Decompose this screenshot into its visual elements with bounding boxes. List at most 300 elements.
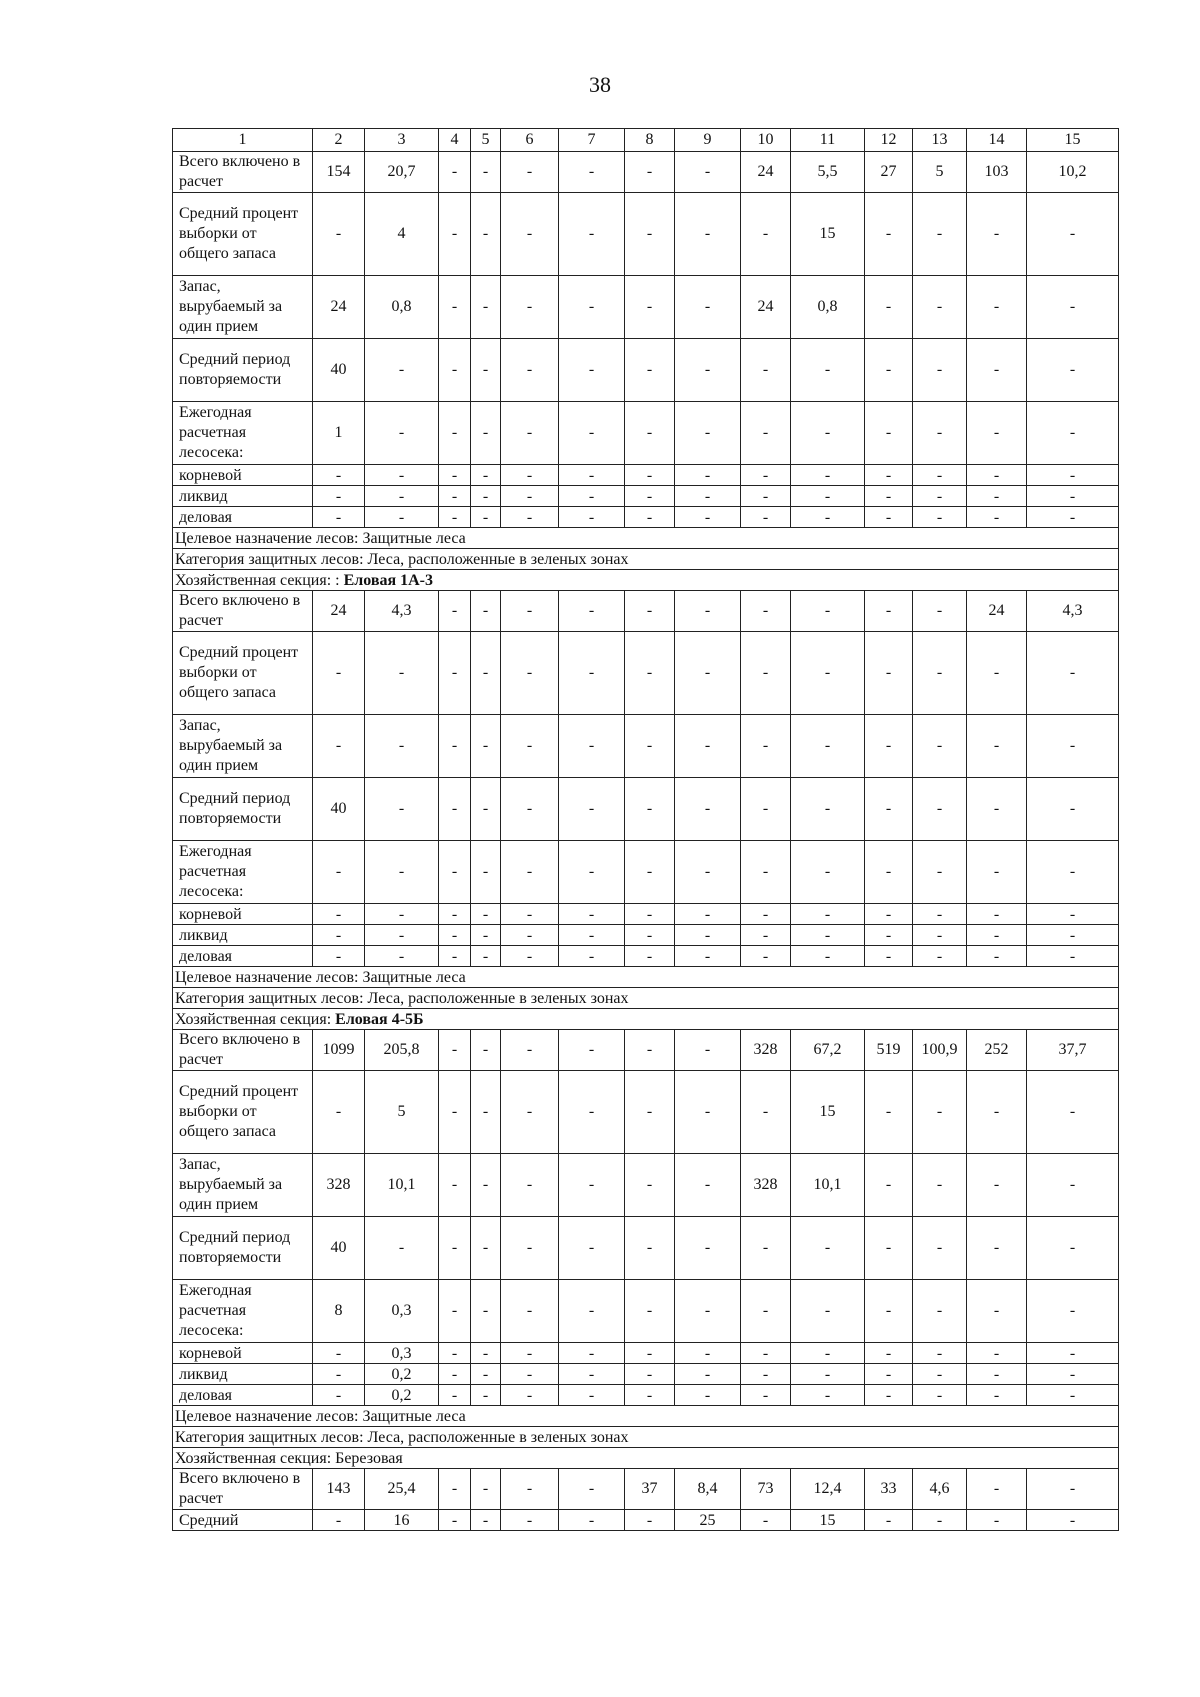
value-cell: - <box>741 841 791 904</box>
value-cell: - <box>741 507 791 528</box>
header-cell: 2 <box>313 129 365 152</box>
value-cell: - <box>1027 946 1119 967</box>
value-cell: - <box>559 925 625 946</box>
value-cell: - <box>439 1469 471 1510</box>
section-text: Категория защитных лесов: Леса, расположенные в зеленых зонах <box>175 550 629 568</box>
value-cell: 37,7 <box>1027 1030 1119 1071</box>
value-cell: - <box>439 1385 471 1406</box>
section-cell <box>173 1427 1119 1448</box>
table-row <box>173 1364 1119 1385</box>
value-cell: - <box>967 507 1027 528</box>
value-cell: - <box>967 486 1027 507</box>
value-cell: - <box>313 1364 365 1385</box>
value-cell: - <box>501 715 559 778</box>
table-row <box>173 339 1119 402</box>
value-cell: - <box>913 1343 967 1364</box>
row-label: Всего включено в расчет <box>173 591 313 632</box>
value-cell: - <box>439 1154 471 1217</box>
value-cell: - <box>501 1343 559 1364</box>
table-row <box>173 904 1119 925</box>
value-cell: - <box>559 1510 625 1531</box>
section-cell <box>173 570 1119 591</box>
value-cell: - <box>365 904 439 925</box>
value-cell: - <box>365 715 439 778</box>
value-cell: 4,6 <box>913 1469 967 1510</box>
value-cell: - <box>365 1217 439 1280</box>
value-cell: 15 <box>791 1071 865 1154</box>
value-cell: - <box>439 778 471 841</box>
value-cell: - <box>313 1385 365 1406</box>
section-text: Хозяйственная секция: <box>175 1010 336 1028</box>
row-label: Всего включено в расчет <box>173 152 313 193</box>
value-cell: - <box>967 715 1027 778</box>
value-cell: 4,3 <box>1027 591 1119 632</box>
value-cell: - <box>625 1154 675 1217</box>
value-cell: - <box>675 486 741 507</box>
row-label: Средний период повторяемости <box>173 778 313 841</box>
value-cell: - <box>865 507 913 528</box>
value-cell: - <box>913 632 967 715</box>
value-cell: 328 <box>313 1154 365 1217</box>
value-cell: 154 <box>313 152 365 193</box>
value-cell: - <box>625 925 675 946</box>
value-cell: - <box>559 152 625 193</box>
value-cell: - <box>741 486 791 507</box>
value-cell: - <box>365 402 439 465</box>
value-cell: - <box>1027 1343 1119 1364</box>
table-row <box>173 276 1119 339</box>
value-cell: - <box>471 946 501 967</box>
table-row <box>173 591 1119 632</box>
value-cell: - <box>675 1364 741 1385</box>
value-cell: 15 <box>791 1510 865 1531</box>
value-cell: - <box>675 465 741 486</box>
value-cell: 5,5 <box>791 152 865 193</box>
row-label: Средний период повторяемости <box>173 339 313 402</box>
header-cell: 6 <box>501 129 559 152</box>
value-cell: - <box>1027 841 1119 904</box>
section-text: Категория защитных лесов: Леса, расположенные в зеленых зонах <box>175 1428 629 1446</box>
value-cell: - <box>501 1154 559 1217</box>
value-cell: - <box>625 715 675 778</box>
value-cell: - <box>913 841 967 904</box>
value-cell: - <box>741 1510 791 1531</box>
value-cell: - <box>559 1343 625 1364</box>
value-cell: - <box>791 591 865 632</box>
forest-calculation-table <box>172 128 1119 1531</box>
value-cell: - <box>439 715 471 778</box>
value-cell: - <box>439 402 471 465</box>
value-cell: - <box>913 193 967 276</box>
value-cell: - <box>1027 193 1119 276</box>
table-row <box>173 632 1119 715</box>
value-cell: - <box>501 402 559 465</box>
value-cell: - <box>865 465 913 486</box>
table-row <box>173 193 1119 276</box>
row-label: Средний период повторяемости <box>173 1217 313 1280</box>
value-cell: - <box>365 841 439 904</box>
value-cell: - <box>865 339 913 402</box>
value-cell: - <box>559 904 625 925</box>
section-cell <box>173 967 1119 988</box>
header-row <box>173 129 1119 152</box>
value-cell: - <box>559 1154 625 1217</box>
value-cell: - <box>439 339 471 402</box>
value-cell: - <box>967 1280 1027 1343</box>
value-cell: - <box>559 465 625 486</box>
value-cell: - <box>501 1030 559 1071</box>
value-cell: - <box>439 1030 471 1071</box>
value-cell: - <box>865 778 913 841</box>
value-cell: - <box>791 465 865 486</box>
value-cell: - <box>967 904 1027 925</box>
value-cell: - <box>675 1154 741 1217</box>
value-cell: - <box>967 402 1027 465</box>
header-cell: 14 <box>967 129 1027 152</box>
value-cell: 24 <box>741 152 791 193</box>
row-label: ликвид <box>173 486 313 507</box>
value-cell: - <box>967 276 1027 339</box>
value-cell: - <box>501 1071 559 1154</box>
value-cell: - <box>625 152 675 193</box>
row-label: Запас, вырубаемый за один прием <box>173 715 313 778</box>
value-cell: - <box>501 632 559 715</box>
value-cell: - <box>741 1071 791 1154</box>
row-label: корневой <box>173 465 313 486</box>
section-row <box>173 1406 1119 1427</box>
value-cell: - <box>471 841 501 904</box>
value-cell: - <box>559 1071 625 1154</box>
value-cell: 24 <box>967 591 1027 632</box>
value-cell: 0,3 <box>365 1280 439 1343</box>
row-label: Ежегодная расчетная лесосека: <box>173 402 313 465</box>
value-cell: - <box>625 1280 675 1343</box>
value-cell: - <box>741 1280 791 1343</box>
value-cell: - <box>675 946 741 967</box>
value-cell: - <box>741 339 791 402</box>
row-label: Ежегодная расчетная лесосека: <box>173 841 313 904</box>
value-cell: - <box>439 591 471 632</box>
row-label: деловая <box>173 1385 313 1406</box>
value-cell: - <box>365 925 439 946</box>
value-cell: - <box>501 1385 559 1406</box>
value-cell: - <box>471 632 501 715</box>
value-cell: - <box>313 1510 365 1531</box>
value-cell: 252 <box>967 1030 1027 1071</box>
value-cell: - <box>313 1343 365 1364</box>
value-cell: - <box>675 925 741 946</box>
value-cell: - <box>559 946 625 967</box>
table-row <box>173 1217 1119 1280</box>
value-cell: - <box>675 339 741 402</box>
value-cell: - <box>625 339 675 402</box>
value-cell: 10,1 <box>791 1154 865 1217</box>
value-cell: - <box>675 841 741 904</box>
value-cell: - <box>865 193 913 276</box>
value-cell: - <box>1027 1385 1119 1406</box>
value-cell: - <box>471 591 501 632</box>
header-cell: 4 <box>439 129 471 152</box>
value-cell: 4,3 <box>365 591 439 632</box>
value-cell: - <box>1027 1469 1119 1510</box>
section-cell <box>173 988 1119 1009</box>
row-label: Всего включено в расчет <box>173 1030 313 1071</box>
value-cell: - <box>1027 925 1119 946</box>
value-cell: - <box>625 1510 675 1531</box>
value-cell: - <box>625 632 675 715</box>
section-row <box>173 528 1119 549</box>
value-cell: - <box>913 1280 967 1343</box>
value-cell: - <box>625 778 675 841</box>
value-cell: - <box>559 486 625 507</box>
section-cell <box>173 1009 1119 1030</box>
value-cell: - <box>741 465 791 486</box>
value-cell: - <box>791 339 865 402</box>
value-cell: 1 <box>313 402 365 465</box>
row-label: корневой <box>173 904 313 925</box>
value-cell: - <box>559 778 625 841</box>
value-cell: - <box>313 465 365 486</box>
value-cell: 67,2 <box>791 1030 865 1071</box>
value-cell: - <box>471 152 501 193</box>
value-cell: - <box>967 1343 1027 1364</box>
value-cell: - <box>741 778 791 841</box>
value-cell: - <box>791 946 865 967</box>
value-cell: - <box>791 1217 865 1280</box>
table-row <box>173 1510 1119 1531</box>
value-cell: - <box>313 841 365 904</box>
value-cell: 37 <box>625 1469 675 1510</box>
value-cell: - <box>559 1280 625 1343</box>
value-cell: - <box>791 778 865 841</box>
value-cell: - <box>675 193 741 276</box>
table-row <box>173 778 1119 841</box>
value-cell: - <box>625 1364 675 1385</box>
value-cell: 12,4 <box>791 1469 865 1510</box>
value-cell: - <box>675 1030 741 1071</box>
table-row <box>173 152 1119 193</box>
table-row <box>173 486 1119 507</box>
value-cell: - <box>967 193 1027 276</box>
value-cell: - <box>865 904 913 925</box>
value-cell: - <box>675 276 741 339</box>
value-cell: - <box>471 1343 501 1364</box>
value-cell: - <box>439 193 471 276</box>
value-cell: - <box>967 1154 1027 1217</box>
value-cell: - <box>1027 486 1119 507</box>
value-cell: - <box>913 402 967 465</box>
header-cell: 15 <box>1027 129 1119 152</box>
value-cell: - <box>501 591 559 632</box>
value-cell: 205,8 <box>365 1030 439 1071</box>
value-cell: - <box>559 841 625 904</box>
value-cell: - <box>625 193 675 276</box>
value-cell: - <box>675 1385 741 1406</box>
value-cell: - <box>1027 507 1119 528</box>
value-cell: - <box>625 486 675 507</box>
header-cell: 8 <box>625 129 675 152</box>
value-cell: - <box>967 1510 1027 1531</box>
value-cell: - <box>313 193 365 276</box>
value-cell: - <box>501 486 559 507</box>
value-cell: - <box>439 1343 471 1364</box>
value-cell: - <box>501 904 559 925</box>
value-cell: - <box>791 402 865 465</box>
row-label: ликвид <box>173 925 313 946</box>
value-cell: 27 <box>865 152 913 193</box>
value-cell: 24 <box>741 276 791 339</box>
value-cell: - <box>865 402 913 465</box>
value-cell: 0,2 <box>365 1385 439 1406</box>
value-cell: - <box>501 339 559 402</box>
value-cell: - <box>625 841 675 904</box>
value-cell: - <box>501 946 559 967</box>
table-row <box>173 925 1119 946</box>
section-text: Целевое назначение лесов: Защитные леса <box>175 1407 466 1425</box>
value-cell: - <box>865 1364 913 1385</box>
value-cell: - <box>559 1030 625 1071</box>
value-cell: - <box>967 339 1027 402</box>
value-cell: - <box>625 465 675 486</box>
value-cell: - <box>501 1469 559 1510</box>
header-cell: 9 <box>675 129 741 152</box>
value-cell: - <box>967 1217 1027 1280</box>
table-row <box>173 715 1119 778</box>
section-text: Целевое назначение лесов: Защитные леса <box>175 968 466 986</box>
value-cell: 100,9 <box>913 1030 967 1071</box>
value-cell: 0,3 <box>365 1343 439 1364</box>
value-cell: - <box>559 1364 625 1385</box>
value-cell: - <box>675 1217 741 1280</box>
value-cell: 8 <box>313 1280 365 1343</box>
value-cell: - <box>675 591 741 632</box>
value-cell: - <box>967 946 1027 967</box>
value-cell: - <box>559 591 625 632</box>
value-cell: - <box>791 486 865 507</box>
value-cell: - <box>791 904 865 925</box>
section-row <box>173 1448 1119 1469</box>
value-cell: - <box>625 1385 675 1406</box>
value-cell: - <box>501 1510 559 1531</box>
value-cell: - <box>471 1510 501 1531</box>
value-cell: - <box>439 632 471 715</box>
value-cell: - <box>439 1071 471 1154</box>
value-cell: - <box>1027 1364 1119 1385</box>
value-cell: - <box>625 591 675 632</box>
value-cell: - <box>1027 465 1119 486</box>
value-cell: - <box>1027 1217 1119 1280</box>
value-cell: - <box>675 1343 741 1364</box>
section-cell <box>173 528 1119 549</box>
value-cell: - <box>675 632 741 715</box>
value-cell: 519 <box>865 1030 913 1071</box>
value-cell: - <box>791 1343 865 1364</box>
value-cell: 15 <box>791 193 865 276</box>
value-cell: - <box>865 486 913 507</box>
value-cell: - <box>865 1154 913 1217</box>
value-cell: - <box>913 276 967 339</box>
value-cell: - <box>865 591 913 632</box>
section-text: Категория защитных лесов: Леса, расположенные в зеленых зонах <box>175 989 629 1007</box>
value-cell: 5 <box>365 1071 439 1154</box>
value-cell: - <box>741 715 791 778</box>
value-cell: - <box>439 465 471 486</box>
value-cell: 103 <box>967 152 1027 193</box>
section-row <box>173 1009 1119 1030</box>
table-row <box>173 1154 1119 1217</box>
value-cell: - <box>967 1364 1027 1385</box>
header-cell: 3 <box>365 129 439 152</box>
value-cell: - <box>967 1071 1027 1154</box>
value-cell: - <box>471 1385 501 1406</box>
value-cell: - <box>1027 402 1119 465</box>
section-row <box>173 549 1119 570</box>
value-cell: - <box>313 507 365 528</box>
value-cell: - <box>625 946 675 967</box>
value-cell: - <box>967 925 1027 946</box>
section-name: Еловая 1А-3 <box>343 571 434 589</box>
value-cell: 40 <box>313 339 365 402</box>
value-cell: - <box>501 925 559 946</box>
value-cell: - <box>967 465 1027 486</box>
value-cell: - <box>913 925 967 946</box>
value-cell: - <box>913 904 967 925</box>
value-cell: - <box>471 1154 501 1217</box>
value-cell: - <box>865 946 913 967</box>
value-cell: - <box>625 1071 675 1154</box>
value-cell: 25,4 <box>365 1469 439 1510</box>
value-cell: - <box>625 1343 675 1364</box>
value-cell: - <box>865 1385 913 1406</box>
value-cell: - <box>1027 778 1119 841</box>
value-cell: - <box>741 904 791 925</box>
value-cell: - <box>439 904 471 925</box>
value-cell: - <box>1027 715 1119 778</box>
value-cell: - <box>791 841 865 904</box>
value-cell: 143 <box>313 1469 365 1510</box>
value-cell: - <box>471 1364 501 1385</box>
value-cell: - <box>913 339 967 402</box>
value-cell: - <box>741 1364 791 1385</box>
row-label: деловая <box>173 946 313 967</box>
value-cell: - <box>741 1343 791 1364</box>
value-cell: - <box>913 507 967 528</box>
value-cell: - <box>471 778 501 841</box>
value-cell: - <box>675 507 741 528</box>
value-cell: - <box>559 339 625 402</box>
value-cell: - <box>741 193 791 276</box>
value-cell: - <box>865 1343 913 1364</box>
value-cell: - <box>313 946 365 967</box>
section-row <box>173 988 1119 1009</box>
value-cell: - <box>865 1217 913 1280</box>
value-cell: - <box>471 276 501 339</box>
value-cell: - <box>675 778 741 841</box>
value-cell: - <box>967 1469 1027 1510</box>
value-cell: - <box>471 1030 501 1071</box>
value-cell: - <box>675 152 741 193</box>
value-cell: 328 <box>741 1154 791 1217</box>
table-row <box>173 1343 1119 1364</box>
value-cell: 10,1 <box>365 1154 439 1217</box>
value-cell: 1099 <box>313 1030 365 1071</box>
value-cell: - <box>365 486 439 507</box>
value-cell: - <box>675 904 741 925</box>
value-cell: - <box>471 1280 501 1343</box>
section-name: Еловая 4-5Б <box>335 1010 424 1028</box>
value-cell: - <box>471 715 501 778</box>
value-cell: - <box>865 925 913 946</box>
